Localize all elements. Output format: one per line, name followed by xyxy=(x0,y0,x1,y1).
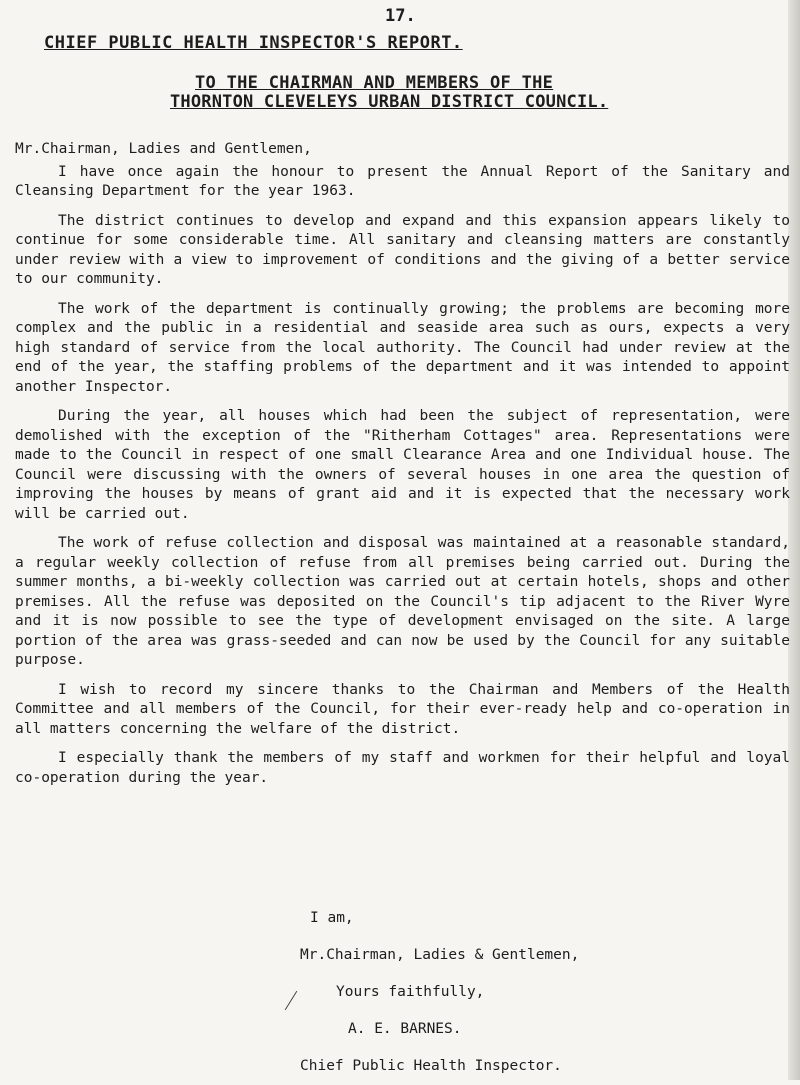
letter-body xyxy=(15,140,790,798)
salutation: Mr.Chairman, Ladies and Gentlemen, xyxy=(15,141,312,157)
pen-mark xyxy=(285,991,298,1010)
paragraph-department-work: The work of the department is continually growing; the problems are becoming more complex and the public in a residential and seaside area such as ours, expects a very high standard of service from the local authority. The Council had under review at the end of the year, the staffing problems of the department and it was intended to appoint another Inspector. xyxy=(15,300,790,395)
paragraph-housing: During the year, all houses which had been the subject of representation, were demolished with the exception of the "Ritherham Cottages" area. Representations were made to the Council in respect of one small Clearance Area and one Individual house. The Council were discussing with the owners of several houses in one area the question of improving the houses by means of grant aid and it is expected that the necessary work will be carried out. xyxy=(15,408,790,522)
closing-address: Mr.Chairman, Ladies & Gentlemen, xyxy=(300,947,580,963)
closing-block xyxy=(300,900,579,1085)
paragraph-thanks-staff: I especially thank the members of my staff and workmen for their helpful and loyal co-operation during the year. xyxy=(15,750,790,786)
paragraph-annual-report: I have once again the honour to present the Annual Report of the Sanitary and Cleansing Department for the year 1963. xyxy=(15,163,790,199)
addressee-line-2: THORNTON CLEVELEYS URBAN DISTRICT COUNCIL. xyxy=(170,92,609,112)
closing-yours: Yours faithfully, xyxy=(336,984,485,1000)
paragraph-district-expansion: The district continues to develop and expand and this expansion appears likely to continue for some considerable time. All sanitary and cleansing matters are constantly under review with a view to improvement of conditions and the giving of a better service to our community. xyxy=(15,212,790,287)
report-title: CHIEF PUBLIC HEALTH INSPECTOR'S REPORT. xyxy=(44,33,463,53)
signatory-name: A. E. BARNES. xyxy=(348,1021,462,1037)
signatory-title: Chief Public Health Inspector. xyxy=(300,1058,562,1074)
closing-i-am: I am, xyxy=(310,910,354,926)
paragraph-refuse: The work of refuse collection and disposal was maintained at a reasonable standard, a regular weekly collection of refuse from all premises being carried out. During the summer months, a bi-weekly collection was carried out at certain hotels, shops and other premises. All the refuse was deposited on the Council's tip adjacent to the River Wyre and it is now possible to see the type of development envisaged on the site. A large portion of the area was grass-seeded and can now be used by the Council for any suitable purpose. xyxy=(15,535,790,668)
page-number: 17. xyxy=(385,6,416,26)
paragraph-thanks-committee: I wish to record my sincere thanks to the Chairman and Members of the Health Committee and all members of the Council, for their ever-ready help and co-operation in all matters concerning the welfare of the district. xyxy=(15,681,790,737)
addressee-line-1: TO THE CHAIRMAN AND MEMBERS OF THE xyxy=(195,73,554,93)
